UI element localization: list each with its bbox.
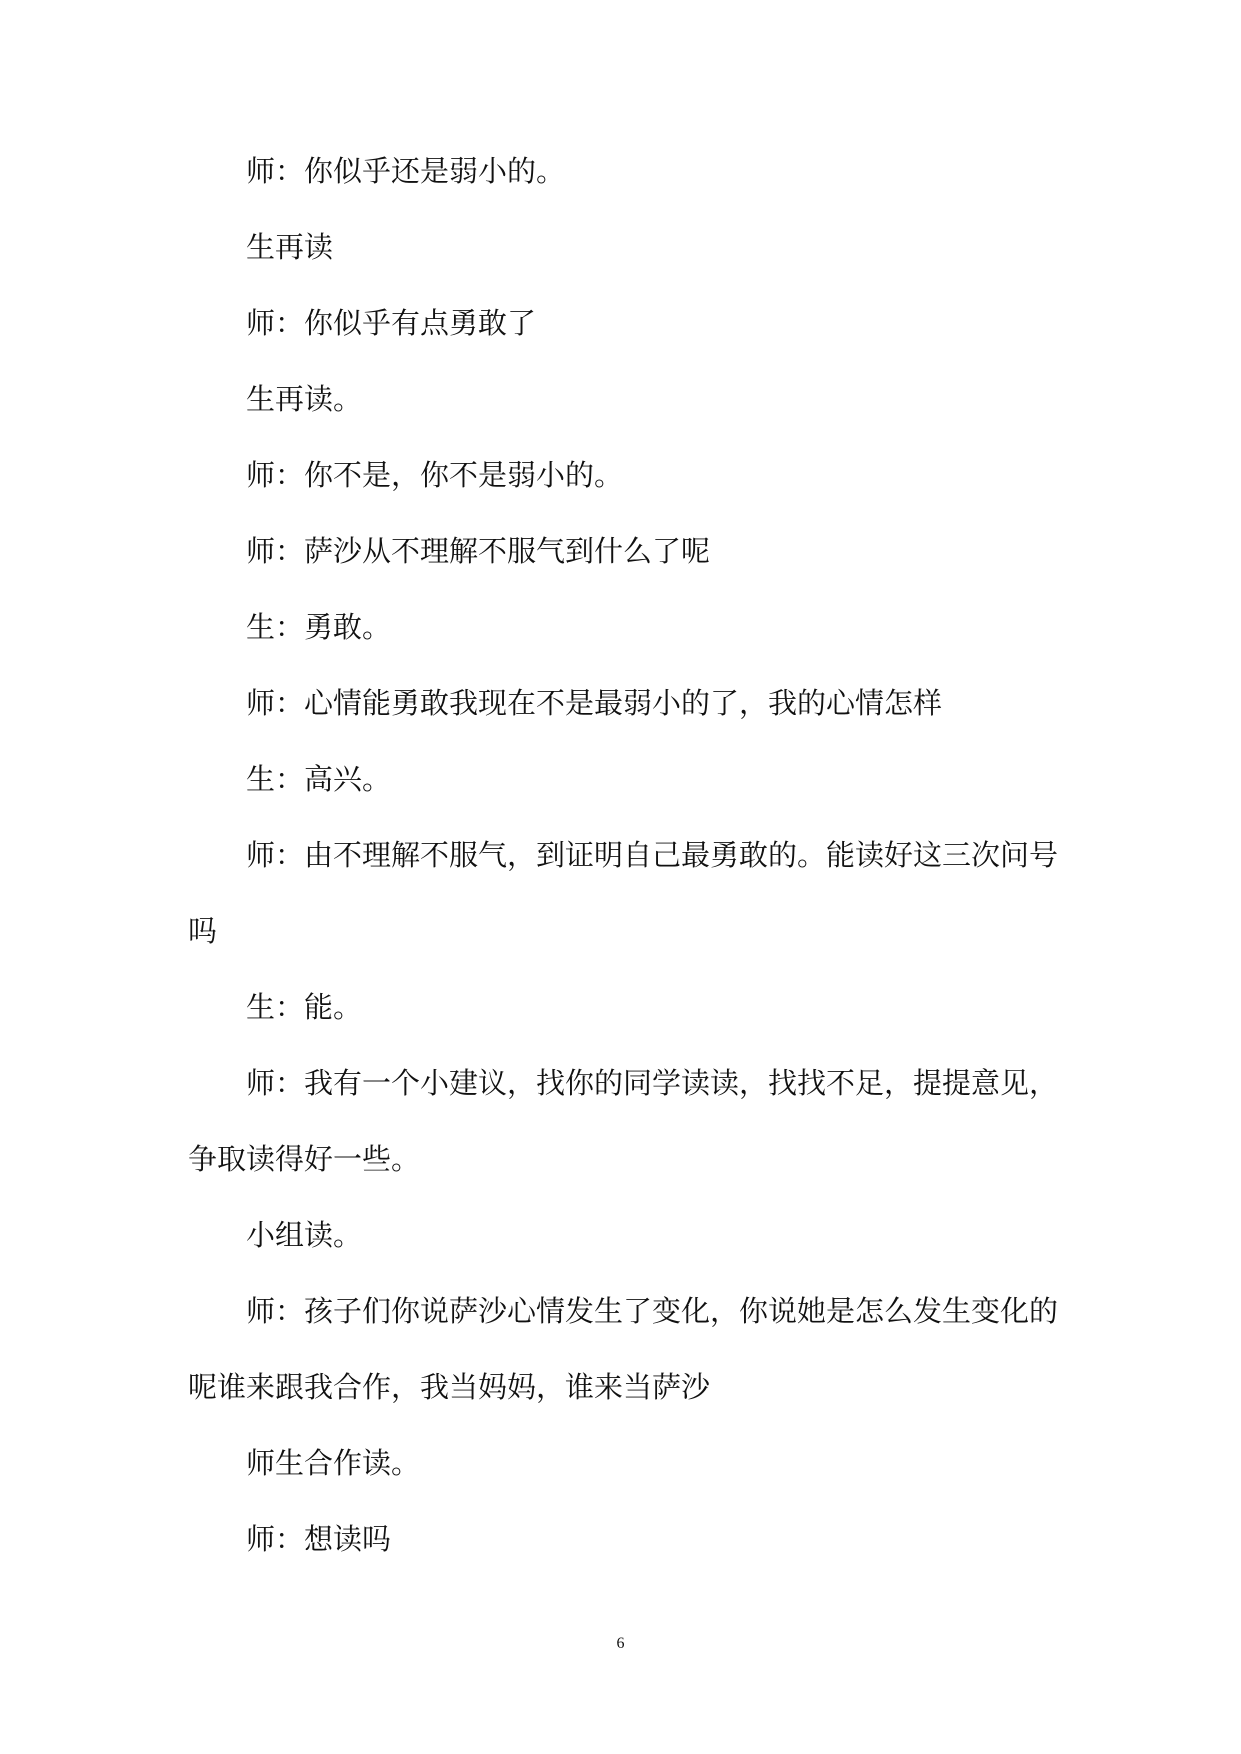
page-number: 6 [616, 1635, 625, 1652]
paragraph-16: 师：想读吗 [246, 1522, 392, 1556]
paragraph-3: 师：你似乎有点勇敢了 [246, 306, 537, 340]
paragraph-2: 生再读 [246, 230, 334, 264]
paragraph-13: 小组读。 [246, 1218, 363, 1252]
paragraph-1: 师：你似乎还是弱小的。 [246, 154, 566, 188]
paragraph-11: 生：能。 [246, 990, 363, 1024]
paragraph-9: 生：高兴。 [246, 762, 392, 796]
paragraph-15: 师生合作读。 [246, 1446, 421, 1480]
paragraph-14: 师：孩子们你说萨沙心情发生了变化，你说她是怎么发生变化的呢谁来跟我合作，我当妈妈，谁来当萨沙 [188, 1294, 1059, 1404]
paragraph-10: 师：由不理解不服气，到证明自己最勇敢的。能读好这三次问号吗 [188, 838, 1059, 948]
paragraph-7: 生：勇敢。 [246, 610, 392, 644]
paragraph-12: 师：我有一个小建议，找你的同学读读，找找不足，提提意见，争取读得好一些。 [188, 1066, 1059, 1176]
paragraph-5: 师：你不是，你不是弱小的。 [246, 458, 624, 492]
paragraph-6: 师：萨沙从不理解不服气到什么了呢 [246, 534, 711, 568]
paragraph-8: 师：心情能勇敢我现在不是最弱小的了，我的心情怎样 [246, 686, 943, 720]
paragraph-4: 生再读。 [246, 382, 363, 416]
